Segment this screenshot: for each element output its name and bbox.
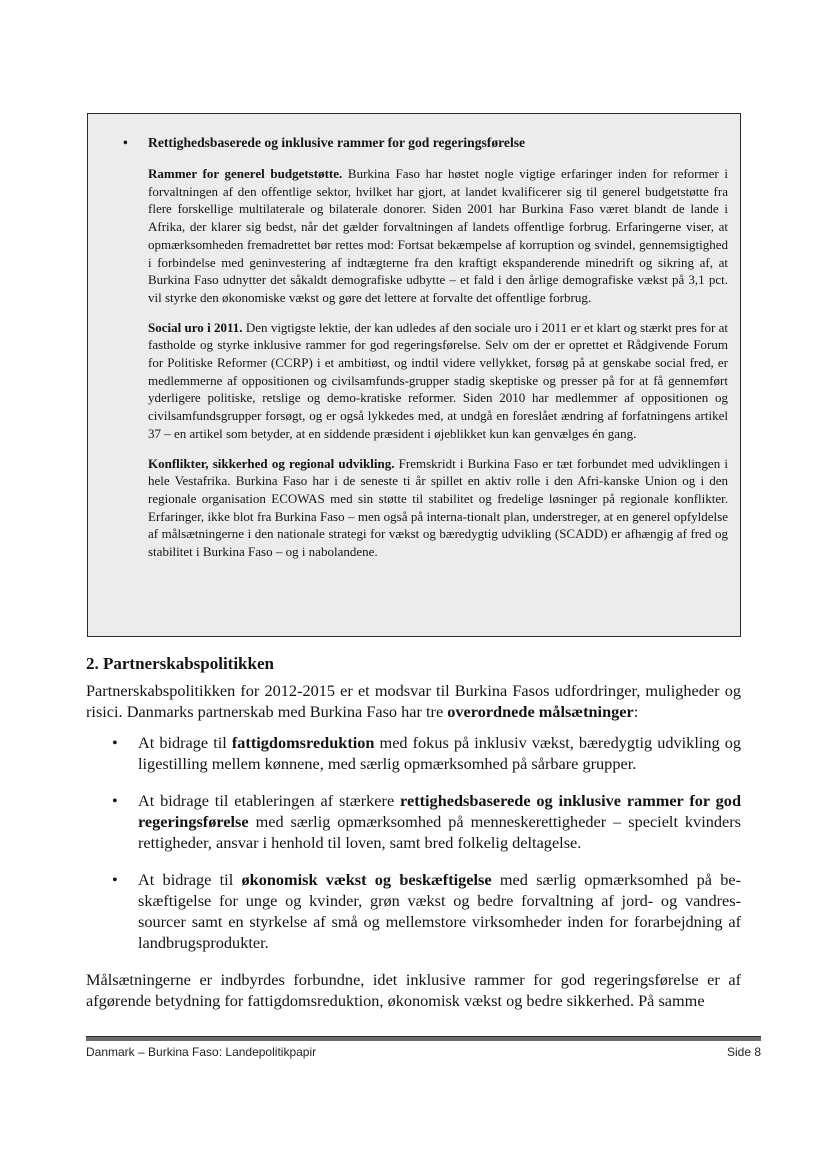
box-paragraph bbox=[148, 455, 728, 561]
intro-end: : bbox=[633, 702, 639, 721]
goal-bold: fattigdomsreduktion bbox=[231, 733, 375, 752]
paragraph-lead: Konflikter, sikkerhed og regional udvikling. bbox=[148, 455, 395, 471]
goal-post: med særlig opmærksomhed på menneskerettigheder – specielt kvinders rettigheder, ansvar i henhold til loven, samt bred folkelig deltagelse. bbox=[138, 812, 741, 852]
goal-bold: økonomisk vækst og beskæftigelse bbox=[241, 870, 492, 889]
box-bullet-title: Rettighedsbaserede og inklusive rammer for god regeringsførelse bbox=[148, 135, 526, 150]
intro-text: Partnerskabspolitikken for 2012-2015 er et modsvar til Burkina Fasos udfordringer, muligheder og risici. Danmarks partnerskab med Burkina Faso har tre bbox=[86, 681, 741, 721]
goal-pre: At bidrage til bbox=[138, 733, 232, 752]
text-box bbox=[87, 113, 741, 637]
box-paragraph bbox=[148, 319, 728, 443]
goal-item bbox=[86, 732, 741, 774]
box-paragraph bbox=[148, 165, 728, 307]
section-heading: 2. Partnerskabspolitikken bbox=[86, 654, 274, 673]
box-bullet-heading bbox=[123, 134, 728, 151]
intro-bold: overordnede målsætninger bbox=[447, 702, 634, 721]
section-body bbox=[86, 680, 741, 1011]
paragraph-text: Burkina Faso har høstet nogle vigtige erfaringer inden for reformer i forvaltningen af den offentlige sektor, hvilket har gjort, at landet kvalificerer sig til generel budgetstøtte fra flere forskellige multilaterale og bilaterale donorer. Siden 2001 har Burkina Faso været blandt de lande i Afrika, der klarer sig bedst, når det gælder forvaltningen af landets offentlige forbrug. Erfaringerne viser, at opmærksomheden fremadrettet bør rettes mod: Fortsat bekæmpelse af korruption og svindel, gennemsigtighed i forbindelse med geninvestering af indtægterne fra den kraftigt ekspanderende minedrift og sikring af, at Burkina Faso udnytter det såkaldt demografiske udbytte – et fald i den årlige demografiske vækst på 3,1 pct. vil styrke den økonomiske vækst og gøre det lettere at forvalte det offentlige forbrug. bbox=[148, 166, 728, 305]
bullet-dot: • bbox=[112, 791, 118, 810]
page-number: Side 8 bbox=[726, 1045, 761, 1059]
paragraph-text: Den vigtigste lektie, der kan udledes af den sociale uro i 2011 er et klart og stærkt pres for at fastholde og styrke inklusive rammer for god regeringsførelse. Selv om der er oprettet et Rådgivende Forum for Politiske Reformer (CCRP) i et ambitiøst, og indtil videre vellykket, forsøg på at genskabe social fred, er medlemmerne af oppositionen og civilsamfunds-grupper stadig skeptiske og presser på for at få gennemført yderligere politiske, retslige og demo-kratiske reformer. Siden 2010 har medlemmer af oppositionen og civilsamfundsgrupper forsøgt, og er også lykkedes med, at undgå en foreslået ændring af forfatningens artikel 37 – en artikel som betyder, at en siddende præsident i øjeblikket kun kan genvælges én gang. bbox=[148, 319, 728, 441]
goal-list bbox=[86, 732, 741, 953]
goal-post: med fokus på inklusiv vækst, bæredygtig udvikling og ligestilling mellem kønnene, med særlig opmærksomhed på sårbare grupper. bbox=[138, 733, 741, 773]
goal-pre: At bidrage til etableringen af stærkere bbox=[138, 791, 401, 810]
paragraph-lead: Social uro i 2011. bbox=[148, 319, 243, 335]
closing-paragraph: Målsætningerne er indbyrdes forbundne, idet inklusive rammer for god regeringsførelse er af afgørende betydning for fattigdomsreduktion, økonomisk vækst og bedre sikkerhed. På samme bbox=[86, 970, 741, 1010]
goal-pre: At bidrage til bbox=[138, 870, 242, 889]
paragraph-text: Fremskridt i Burkina Faso er tæt forbundet med udviklingen i hele Vestafrika. Burkina Faso har i de seneste ti år spillet en aktiv rolle i den Afri-kanske Union og i den regionale organisation ECOWAS med sin støtte til stabilitet og fredelige løsninger på regionale konflikter. Erfaringer, ikke blot fra Burkina Faso – men også på interna-tionalt plan, understreger, at en generel opfyldelse af målsætningerne i den nationale strategi for vækst og bæredygtig udvikling (SCADD) er afhængig af fred og stabilitet i Burkina Faso – og i nabolandene. bbox=[148, 455, 728, 560]
bullet-dot: • bbox=[112, 733, 118, 752]
goal-item bbox=[86, 790, 741, 853]
paragraph-lead: Rammer for generel budgetstøtte. bbox=[148, 166, 343, 181]
goal-item bbox=[86, 869, 741, 953]
goal-post: med særlig opmærksomhed på be-skæftigelse for unge og kvinder, grøn vækst og bedre forvaltning af jord- og vandres-sourcer samt en styrkelse af små og mellemstore virksomheder inden for forarbejdning af landbrugsprodukter. bbox=[138, 870, 742, 952]
bullet-dot: • bbox=[123, 135, 128, 150]
bullet-dot: • bbox=[112, 870, 118, 889]
intro-paragraph bbox=[86, 680, 741, 722]
goal-bold: rettighedsbaserede og inklusive rammer for god regeringsførelse bbox=[138, 791, 742, 831]
footer-divider bbox=[86, 1036, 761, 1041]
footer-title: Danmark – Burkina Faso: Landepolitikpapir bbox=[86, 1045, 317, 1059]
